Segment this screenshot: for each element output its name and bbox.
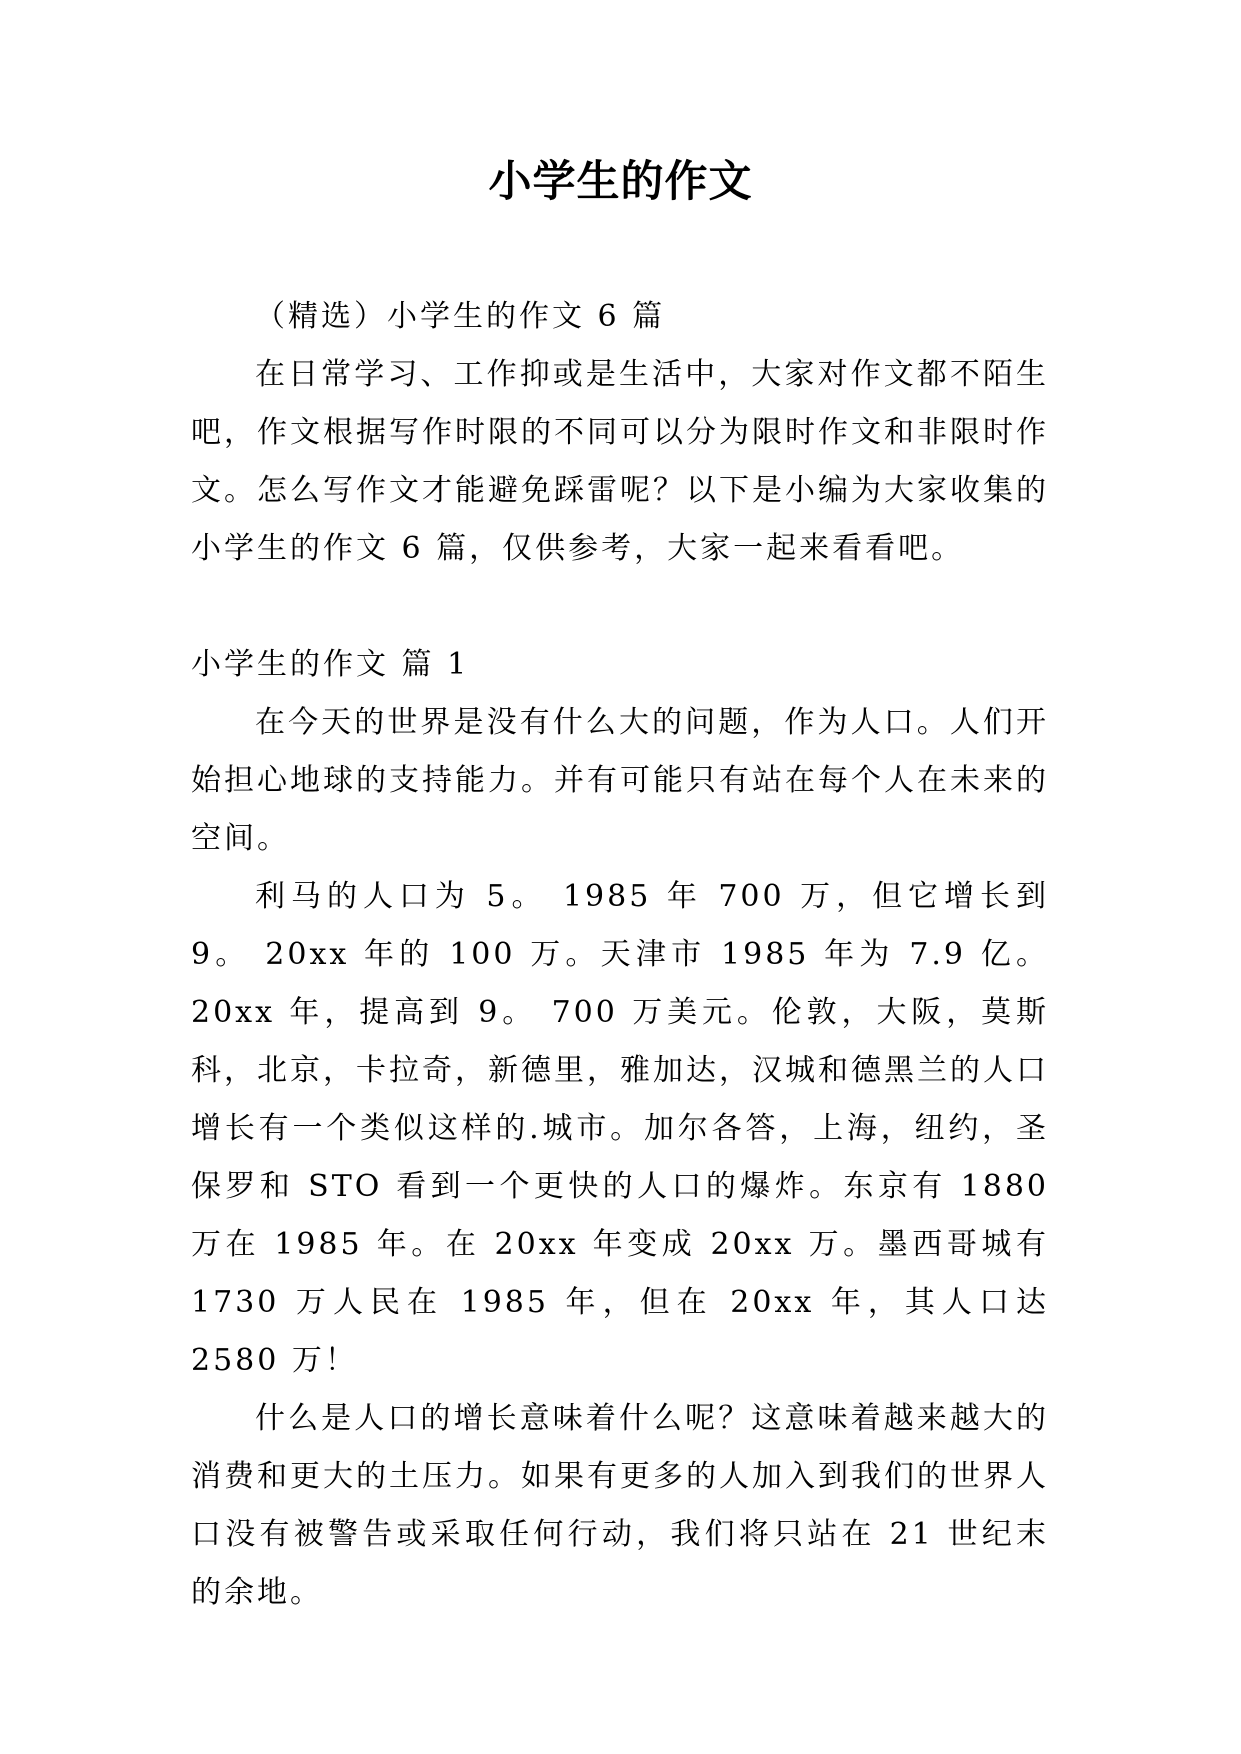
- body-paragraph: 什么是人口的增长意味着什么呢？这意味着越来越大的消费和更大的土压力。如果有更多的人加入到我们的世界人口没有被警告或采取任何行动，我们将只站在 21 世纪末的余地。: [191, 1401, 1049, 1610]
- body-paragraph: 在今天的世界是没有什么大的问题，作为人口。人们开始担心地球的支持能力。并有可能只有站在每个人在未来的空间。: [191, 705, 1049, 856]
- document-body: [191, 288, 1049, 1622]
- document-title: 小学生的作文: [488, 157, 753, 207]
- body-paragraph: 利马的人口为 5。 1985 年 700 万，但它增长到 9。 20xx 年的 100 万。天津市 1985 年为 7.9 亿。 20xx 年，提高到 9。 700 万美元。伦敦，大阪，莫斯科，北京，卡拉奇，新德里，雅加达，汉城和德黑兰的人口增长有一个类似这样的.城市。加尔各答，上海，纽约，圣保罗和 STO 看到一个更快的人口的爆炸。东京有 1880 万在 1985 年。在 20xx 年变成 20xx 万。墨西哥城有 1730 万人民在 1985 年，但在 20xx 年，其人口达 2580 万！: [191, 879, 1049, 1378]
- section-spacer: [191, 578, 1049, 636]
- intro-paragraph: 在日常学习、工作抑或是生活中，大家对作文都不陌生吧，作文根据写作时限的不同可以分为限时作文和非限时作文。怎么写作文才能避免踩雷呢？以下是小编为大家收集的小学生的作文 6 篇，仅供参考，大家一起来看看吧。: [191, 357, 1049, 566]
- document-subtitle: （精选）小学生的作文 6 篇: [255, 299, 666, 334]
- section-heading: 小学生的作文 篇 1: [191, 647, 470, 682]
